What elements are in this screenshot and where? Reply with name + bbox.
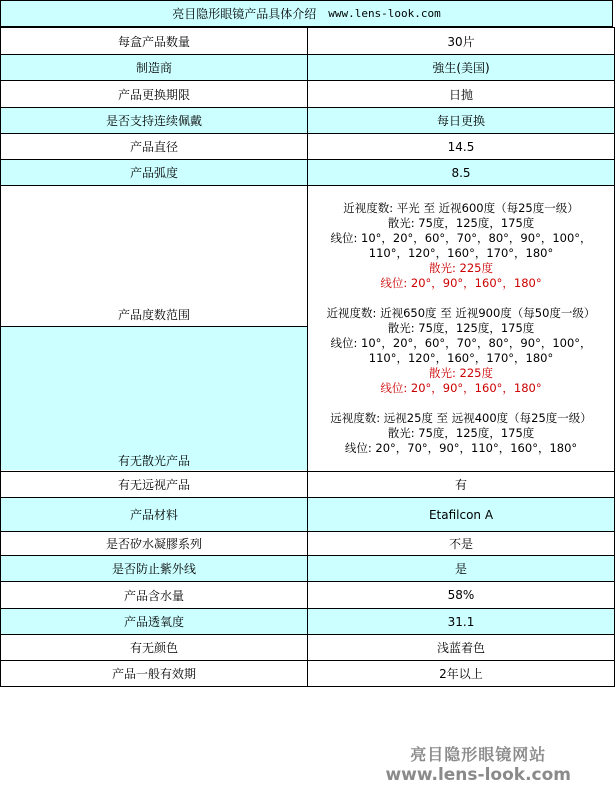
row-value: 8.5 [308,160,615,186]
row-value: 日抛 [308,81,615,108]
page-title: 亮目隐形眼镜产品具体介绍 [172,7,317,21]
myopia-range-1-axis-extra: 线位: 20°，90°，160°，180° [380,276,542,290]
row-label: 每盒产品数量 [1,28,308,55]
row-value: 31.1 [308,609,615,635]
row-label: 产品更换期限 [1,81,308,108]
table-row [1,582,615,609]
row-label: 制造商 [1,55,308,81]
watermark-site-name: 亮目隐形眼镜网站 [410,745,547,764]
table-row [1,81,615,108]
myopia-range-2-axis-extra: 线位: 20°，90°，160°，180° [380,381,542,395]
table-row [1,609,615,635]
myopia-range-1-astig: 散光: 75度，125度，175度 [387,216,535,230]
myopia-range-2-axis: 线位: 10°，20°，60°，70°，80°，90°，100°， [330,336,592,350]
table-row [1,532,615,556]
hyperopia-range-title: 远视度数: 远视25度 至 远视400度（每25度一级） [330,411,592,425]
row-value: 不是 [308,532,615,556]
table-row [1,498,615,532]
row-label: 产品材料 [1,498,308,532]
watermark-url: www.lens-look.com [385,765,571,785]
row-value: 58% [308,582,615,609]
myopia-range-1-axis-cont: 110°，120°，160°，170°，180° [368,246,554,260]
table-row [1,108,615,134]
myopia-range-2-astig: 散光: 75度，125度，175度 [387,321,535,335]
row-value: 浅蓝着色 [308,635,615,661]
row-label: 是否防止紫外线 [1,556,308,582]
row-label: 有无远视产品 [1,472,308,498]
power-range-value [308,186,615,472]
row-value: 有 [308,472,615,498]
myopia-range-1-astig-extra: 散光: 225度 [429,261,493,275]
table-row [1,472,615,498]
row-value: Etafilcon A [308,498,615,532]
power-range-label-cell [1,186,308,472]
row-label: 产品含水量 [1,582,308,609]
page-title-bar [0,0,613,27]
row-label: 是否矽水凝膠系列 [1,532,308,556]
table-row [1,556,615,582]
astigmatism-label: 有无散光产品 [1,327,307,470]
row-value: 14.5 [308,134,615,160]
row-value: 30片 [308,28,615,55]
table-row [1,635,615,661]
myopia-range-1-title: 近视度数: 平光 至 近视600度（每25度一级） [343,201,579,215]
table-row [1,661,615,687]
power-range-row [1,186,615,472]
hyperopia-range-astig: 散光: 75度，125度，175度 [387,426,535,440]
row-value: 強生(美国) [308,55,615,81]
myopia-range-1-axis: 线位: 10°，20°，60°，70°，80°，90°，100°， [330,231,592,245]
row-label: 产品弧度 [1,160,308,186]
row-label: 产品透氧度 [1,609,308,635]
row-label: 产品一般有效期 [1,661,308,687]
row-value: 每日更换 [308,108,615,134]
myopia-range-2-astig-extra: 散光: 225度 [429,366,493,380]
table-row [1,55,615,81]
myopia-range-2-title: 近视度数: 近视650度 至 近视900度（每50度一级） [326,306,596,320]
row-value: 是 [308,556,615,582]
hyperopia-range-axis: 线位: 20°，70°，90°，110°，160°，180° [344,441,578,455]
site-watermark [385,745,571,785]
table-row [1,134,615,160]
row-label: 产品直径 [1,134,308,160]
spec-table [0,27,615,687]
row-label: 是否支持连续佩戴 [1,108,308,134]
row-label: 有无颜色 [1,635,308,661]
site-url: www.lens-look.com [328,7,441,20]
table-row [1,28,615,55]
table-row [1,160,615,186]
power-range-label: 产品度数范围 [1,186,307,327]
myopia-range-2-axis-cont: 110°，120°，160°，170°，180° [368,351,554,365]
row-value: 2年以上 [308,661,615,687]
